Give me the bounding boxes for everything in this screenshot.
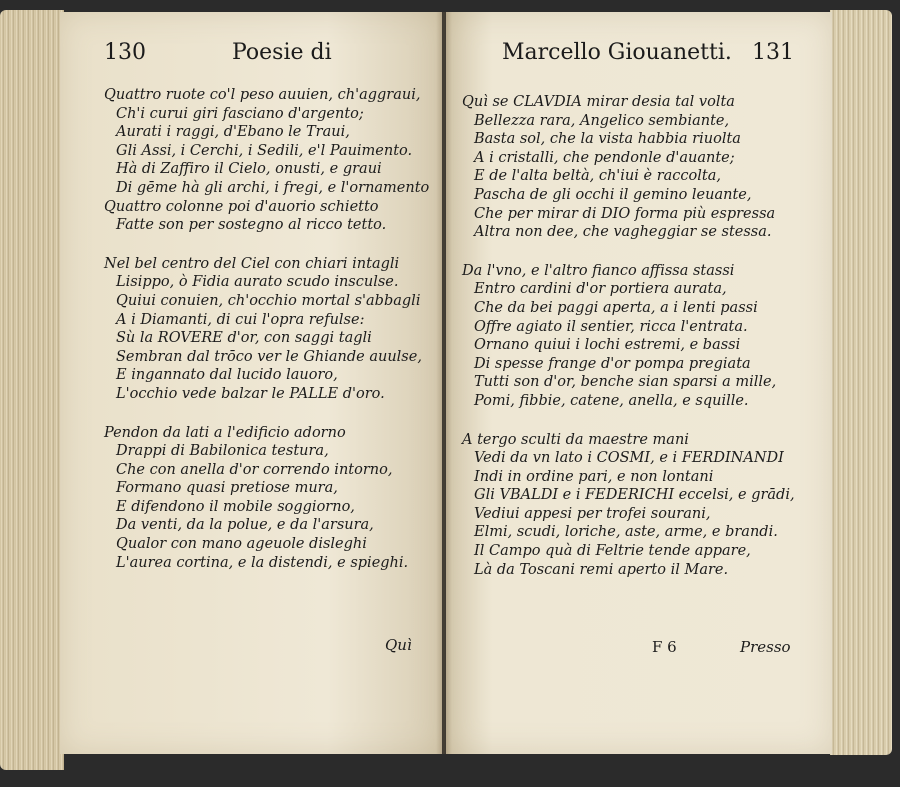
stanza (104, 424, 434, 573)
verse-line: Vedi da vn lato i COSMI, e i FERDINANDI (474, 450, 784, 467)
verse-line: Gli VBALDI e i FEDERICHI eccelsi, e grādi, (474, 487, 795, 504)
verse-line: L'occhio vede balzar le PALLE d'oro. (116, 385, 385, 402)
verse-line: Da l'vno, e l'altro fianco affissa stassi (462, 262, 735, 279)
verse-line: Hà di Zaffiro il Cielo, onusti, e graui (116, 161, 382, 178)
verse-line: A i Diamanti, di cui l'opra refulse: (116, 311, 365, 328)
left-page-edges (0, 10, 64, 770)
verse-line: Altra non dee, che vagheggiar se stessa. (474, 224, 772, 241)
right-page-text (462, 93, 802, 579)
verse-line: Quiui conuien, ch'occhio mortal s'abbagli (116, 292, 421, 309)
verse-line: Che da bei paggi aperta, a i lenti passi (474, 299, 758, 316)
verse-line: Lisippo, ò Fidia aurato scudo insculse. (116, 274, 399, 291)
left-running-head: Poesie di (232, 40, 332, 65)
stanza (104, 255, 434, 404)
verse-line: A tergo sculti da maestre mani (462, 431, 689, 448)
verse-line: E de l'alta beltà, ch'iui è raccolta, (474, 168, 721, 185)
stanza (462, 262, 802, 411)
verse-line: Che per mirar di DIO forma più espressa (474, 205, 776, 222)
right-page-edges (830, 10, 892, 755)
verse-line: E ingannato dal lucido lauoro, (116, 367, 338, 384)
verse-line: Sù la ROVERE d'or, con saggi tagli (116, 330, 372, 347)
verse-line: Là da Toscani remi aperto il Mare. (474, 561, 729, 578)
verse-line: Ch'i curui giri fasciano d'argento; (116, 105, 364, 122)
verse-line: Aurati i raggi, d'Ebano le Traui, (116, 124, 350, 141)
right-catchword: Presso (740, 638, 791, 656)
verse-line: Pascha de gli occhi il gemino leuante, (474, 186, 752, 203)
verse-line: Che con anella d'or correndo intorno, (116, 461, 393, 478)
verse-line: A i cristalli, che pendonle d'auante; (474, 149, 735, 166)
verse-line: Quattro ruote co'l peso auuien, ch'aggraui, (104, 87, 421, 103)
verse-line: Il Campo quà di Feltrie tende appare, (474, 543, 751, 560)
verse-line: Pendon da lati a l'edificio adorno (104, 424, 346, 441)
verse-line: Tutti son d'or, benche sian sparsi a mille, (474, 374, 777, 391)
verse-line: Gli Assi, i Cerchi, i Sedili, e'l Pauimento. (116, 142, 413, 159)
verse-line: Elmi, scudi, loriche, aste, arme, e brandi. (474, 524, 778, 541)
right-signature-mark: F 6 (652, 638, 677, 656)
stanza (462, 431, 802, 580)
verse-line: Sembran dal trōco ver le Ghiande auulse, (116, 348, 422, 365)
verse-line: Di gēme hà gli archi, i fregi, e l'ornamento (116, 179, 430, 196)
verse-line: Fatte son per sostegno al ricco tetto. (116, 217, 387, 234)
verse-line: Offre agiato il sentier, ricca l'entrata. (474, 318, 748, 335)
verse-line: Quì se CLAVDIA mirar desia tal volta (462, 94, 735, 110)
stanza (462, 93, 802, 242)
verse-line: Di spesse frange d'or pompa pregiata (474, 355, 751, 372)
verse-line: Quattro colonne poi d'auorio schietto (104, 198, 379, 215)
verse-line: Pomi, fibbie, catene, anella, e squille. (474, 392, 749, 409)
left-page-text (104, 86, 434, 572)
verse-line: Nel bel centro del Ciel con chiari intagli (104, 255, 400, 272)
left-catchword: Quì (385, 636, 412, 654)
verse-line: Indi in ordine pari, e non lontani (474, 468, 714, 485)
verse-line: Vediui appesi per trofei sourani, (474, 505, 711, 522)
verse-line: Formano quasi pretiose mura, (116, 480, 338, 497)
verse-line: Qualor con mano ageuole disleghi (116, 536, 367, 553)
stanza (104, 86, 434, 235)
verse-line: Da venti, da la polue, e da l'arsura, (116, 517, 374, 534)
right-page-number: 131 (752, 40, 794, 65)
verse-line: Basta sol, che la vista habbia riuolta (474, 131, 741, 148)
verse-line: Entro cardini d'or portiera aurata, (474, 281, 727, 298)
verse-line: E difendono il mobile soggiorno, (116, 498, 355, 515)
verse-line: Ornano quiui i lochi estremi, e bassi (474, 337, 741, 354)
verse-line: L'aurea cortina, e la distendi, e spieghi. (116, 554, 409, 571)
right-running-head: Marcello Giouanetti. (502, 40, 732, 65)
left-page-number: 130 (104, 40, 146, 65)
verse-line: Bellezza rara, Angelico sembiante, (474, 112, 730, 129)
book-gutter (436, 12, 452, 754)
verse-line: Drappi di Babilonica testura, (116, 443, 329, 460)
